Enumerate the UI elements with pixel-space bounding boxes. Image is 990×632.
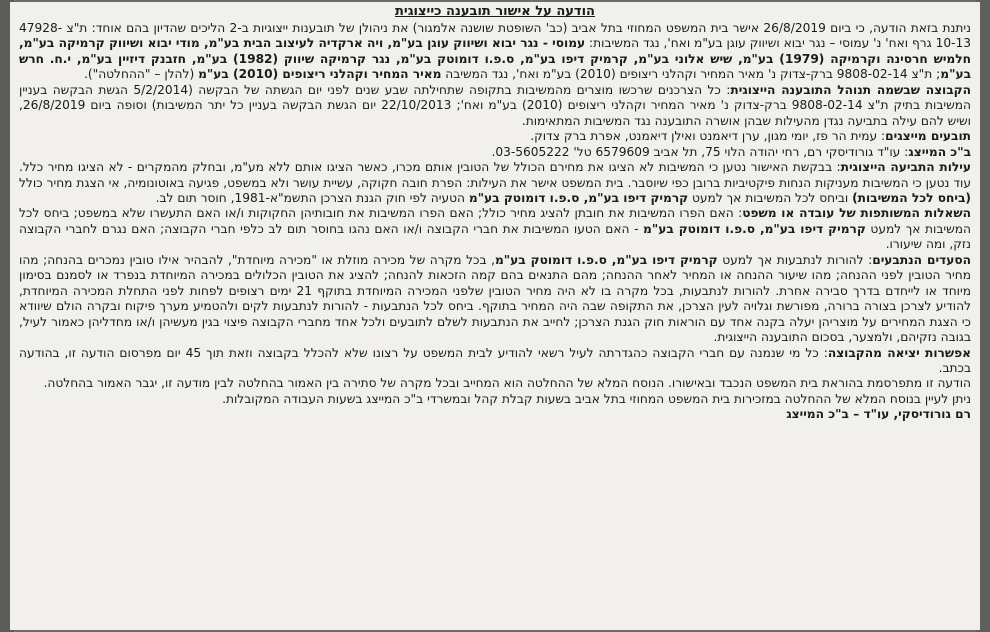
counsel-text: : עו"ד גורודיסקי רם, רחי יהודה הלוי 75, תל אביב 6579609 טל' 03-5605222.: [491, 144, 909, 159]
respondent-meir: מאיר המחיר וקהלני ריצופים (2010) בע"מ: [198, 67, 442, 82]
intro-text-2: ; ת"צ 9808-02-14 ברק-צדוק נ' מאיר המחיר וקהלני ריצופים (2010) בע"מ ואח', נגד המשיבה: [441, 67, 941, 82]
optout-paragraph: [19, 346, 971, 377]
causes-text: : בבקשת האישור נטען כי המשיבות לא הציגו את מחירם הכולל של הטובין אותם מכרו, כאשר הציגו אותם ללא מע"מ, ובחלק מהמקרים - לא הציגו מחיר כלל. עוד נטען כי המשיבות מעניקות הנחות פיקטיביות ברובן כפי שיוסבר. בית המשפט אישר את העילות: הפרת חובה חקוקה, עשיית עושר ולא במשפט, פגיעה באוטונומיה, אי הצגת מחיר כולל: [19, 160, 971, 190]
signature: רם גורודיסקי, עו"ד – ב"כ המייצג: [786, 407, 971, 422]
counsel-paragraph: [19, 145, 971, 160]
intro-paragraph: [19, 21, 971, 83]
causes-text-2: וביחס לכל המשיבות אך למעט: [688, 190, 853, 205]
causes-excluded: קרמיק דיפו בע"מ, ס.פ.ו דומוטק בע"מ: [468, 190, 689, 205]
questions-excluded: קרמיק דיפו בע"מ, ס.פ.ו דומוטק בע"מ: [643, 221, 866, 236]
intro-text: ניתנת בזאת הודעה, כי ביום 26/8/2019 אישר בית המשפט המחוזי בתל אביב (כב' השופטת שושנה אלמגור) את ניהולן של תובענות ייצוגיות ב-2 הליכים שהדיון בהם אוחד: ת"צ 47928-10-13 גרף ואח' נ' עמוסי – נגר יבוא ושיווק עוגן בע"מ ואח', נגד המשיבות:: [19, 21, 971, 51]
counsel-label: ב"כ המייצג: [908, 144, 971, 159]
optout-label: אפשרות יציאה מהקבוצה: [827, 345, 971, 360]
intro-text-3: (להלן – "ההחלטה").: [83, 67, 199, 82]
remedies-text: : להורות לנתבעות אך למעט: [717, 252, 873, 267]
causes-paragraph: [19, 160, 971, 206]
remedies-excluded: קרמיק דיפו בע"מ, ס.פ.ו דומוטק בע"מ: [494, 252, 718, 267]
respondents-list: עמוסי - נגר יבוא ושיווק עוגן בע"מ, ויה ארקדיה לעיצוב הבית בע"מ, מודי יבוא ושיווק קרמיקה בע"מ, חלמיש חרסינה וקרמיקה (1979) בע"מ, שיש אלוני בע"מ, קרמיק דיפו בע"מ, ס.פ.ו דומוטק בע"מ, נגר קרמיקה שיווק (1982) בע"מ, חזבנק דיזיין בע"מ, י.ח. חרש בע"מ: [19, 36, 971, 82]
notice-paragraph: הודעה זו מתפרסמת בהוראת בית המשפט הנכבד ובאישורו. הנוסח המלא של ההחלטה הוא המחייב ובכל מקרה של סתירה בין האמור בהחלטה לבין מודעה זו, יגבר האמור בהחלטה.: [43, 376, 971, 391]
questions-text: : האם הפרו המשיבות את חובתן להציג מחיר כולל; האם הפרו המשיבות את חובותיהן החקוקות ו/או האם התעשרו שלא במשפט; ביחס לכל המשיבות אך למעט: [19, 206, 971, 236]
causes-label: עילות התביעה הייצוגית: [840, 160, 971, 175]
plaintiffs-label: תובעים מייצגים: [885, 129, 971, 144]
remedies-paragraph: [19, 253, 971, 346]
class-text: : כל הצרכנים שרכשו מוצרים מהמשיבות בתקופה שתחילתה שבע שנים לפני יום הגשתה של הבקשה (5/2/2014 הגשת הבקשה בעניין המשיבות בתיק ת"צ 9808-02-14 ברק-צדוק נ' מאיר המחיר וקהלני ריצופים (2010) בע"מ ואח'; 22/10/2013 יום הגשת הבקשה בעניין כל יתר המשיבות) וסופה ביום 26/8/2019, ושיש להם עילה בתביעה נגדן מהעילות שבהן אושרה התובענה נגד המשיבות המתאימות.: [19, 82, 972, 128]
causes-text-3: הטעיה לפי חוק הגנת הצרכן התשמ"א-1981, חוסר תום לב.: [155, 190, 469, 205]
class-paragraph: [19, 83, 971, 129]
legal-notice: [10, 2, 980, 630]
plaintiffs-text: : עמית הר פז, יומי מגון, ערן דיאמנט ואילן דיאמנט, אפרת ברק צדוק.: [530, 129, 886, 144]
remedies-text-2: , בכל מקרה של מכירה מוזלת או "מכירה מיוחדת", להבהיר אילו טובין נמכרים בהנחה; מהו מחיר הטובין לפני ההנחה; מהו שיעור ההנחה או המחיר לאחר ההנחה; מהם התנאים בהם קמה הזכאות להנחה; להציג את הטובין הכלולים במכירה המיוחדת בנפרד או לסמנם בסימון מיוחד או לייחדם בדרך סבירה אחרת. להורות לנתבעות, בכל מקרה בו לא היה מחיר הטובין שלפני המכירה המיוחדת בתוקף 21 ימים רצופים לפחות לפני התחלת המכירה המיוחדת, להודיע לצרכן בצורה ברורה, מפורשת וגלויה לעין הצרכן, את התקופה שבה היה המחיר בתוקף. ביחס לכל הנתבעות - להורות לנתבעות לקים ולהטמיע מערך פיקוח ובקרה הולם שיוודא כי הצגת המחירים על מוצריהן יעלה בקנה אחד עם הוראות חוק הגנת הצרכן; לחייב את הנתבעות לשלם לתובעים ולכל אחד מחברי הקבוצה פיצוי בגין מעשיהן ו/או מחדליהן כאמור לעיל, בגובה נזקיהם, ולמצער, בסכום התובענה הייצוגית.: [19, 252, 971, 345]
remedies-label: הסעדים הנתבעים: [872, 252, 971, 267]
class-label: הקבוצה שבשמה תנוהל התובענה הייצוגית: [730, 82, 971, 97]
causes-all-respondents: (ביחס לכל המשיבות): [852, 190, 971, 205]
notice-title: הודעה על אישור תובענה כייצוגית: [395, 4, 595, 19]
questions-label: השאלות המשותפות של עובדה או משפט: [742, 206, 971, 221]
questions-paragraph: [19, 206, 971, 252]
plaintiffs-paragraph: [19, 129, 971, 144]
questions-text-2: - האם הטעו המשיבות את חברי הקבוצה ו/או האם נהגו בחוסר תום לב כלפי חברי הקבוצה; האם נגרם לחברי הקבוצה נזק, ומה שיעורו.: [19, 221, 971, 252]
optout-text: : כל מי שנמנה עם חברי הקבוצה כהגדרתה לעיל רשאי להודיע לבית המשפט על רצונו שלא להכלל בקבוצה וזאת תוך 45 יום מפרסום הודעה זו, בהודעה בכתב.: [19, 345, 971, 375]
availability-paragraph: ניתן לעיין בנוסח המלא של ההחלטה במזכירות בית המשפט המחוזי בתל אביב בשעות קבלת קהל ובמשרדי ב"כ המייצג בשעות העבודה המקובלות.: [222, 391, 971, 406]
